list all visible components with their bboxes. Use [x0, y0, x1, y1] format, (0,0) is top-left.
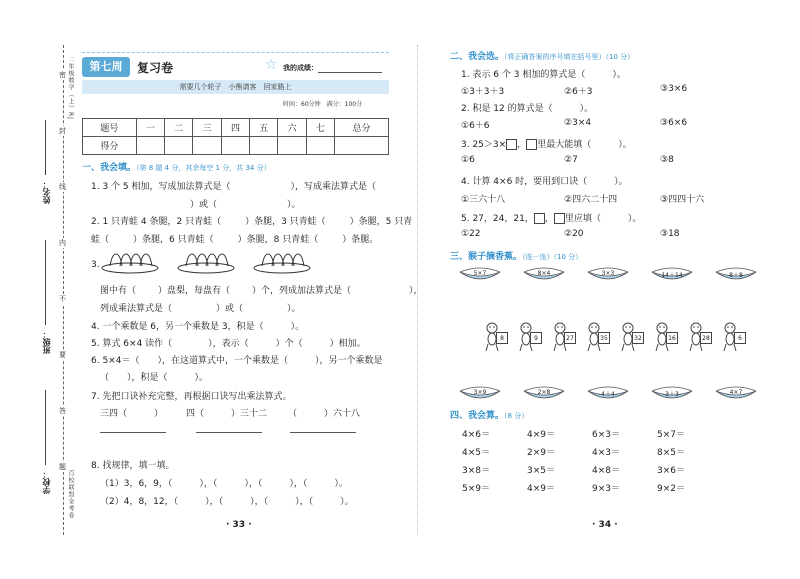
q3-text-a: 图中有（ — [100, 286, 137, 296]
school-label: 学校： — [42, 470, 51, 494]
section1-title — [82, 160, 271, 173]
banana-expression: 14＋14 — [661, 272, 683, 279]
q2-text-e: ）条腿，6 只青蛙（ — [133, 235, 214, 245]
s2-question-4: 4. 计算 4×6 时，要用到口诀（ ）。 — [461, 177, 628, 187]
s2-q5-text-b: ， — [544, 214, 554, 224]
question-8: 8. 找规律，填一填。 — [91, 461, 175, 471]
s2-q3-text-c: 里最大能填（ ）。 — [537, 140, 632, 150]
question-1-line2 — [96, 197, 301, 210]
score-header-cell: 四 — [221, 119, 249, 137]
q8-sequence-1: （1）3，6，9，（ ），（ ），（ ），（ ）。 — [100, 479, 348, 489]
score-table-header — [83, 119, 389, 137]
q3-text-d: ）， — [409, 286, 423, 296]
s2-q3-option-1: ①6 — [461, 155, 475, 165]
score-cell[interactable] — [221, 137, 249, 155]
monkey-number: 9 — [530, 332, 542, 344]
monkey-card[interactable] — [722, 322, 746, 352]
s2-q2-option-2: ②3×4 — [564, 118, 592, 128]
s2-q5-option-1: ①22 — [461, 229, 481, 239]
score-header-cell: 二 — [165, 119, 193, 137]
score-cell[interactable] — [335, 137, 389, 155]
question-6-line1: 6. 5×4＝（ ），在这道算式中，一个乘数是（ ），另一个乘数是 — [91, 356, 383, 366]
monkey-card[interactable] — [620, 322, 644, 352]
section1-note: （第 8 题 4 分，其余每空 1 分，共 34 分） — [136, 164, 271, 172]
s2-question-2: 2. 积是 12 的算式是（ ）。 — [461, 104, 594, 114]
calc-problem[interactable]: 9×2＝ — [657, 484, 685, 494]
s2-question-5 — [461, 211, 641, 224]
monkey-number: 8 — [496, 332, 508, 344]
monkey-number: 32 — [632, 332, 644, 344]
banana-expression: 8×4 — [537, 270, 551, 277]
s2-q3-option-2: ②7 — [564, 155, 578, 165]
banana-card[interactable] — [458, 385, 502, 403]
star-icon: ☆ — [265, 57, 278, 73]
question-2-line1 — [91, 214, 412, 227]
page-number-left: · 33 · — [226, 520, 252, 530]
section3-note: （连一连）（10 分） — [522, 253, 583, 261]
q1-text-b: ），写成乘法算式是（ — [290, 182, 376, 192]
s2-q1-option-3: ③3×6 — [660, 84, 688, 94]
monkey-number: 27 — [564, 332, 576, 344]
score-header-cell: 七 — [306, 119, 334, 137]
banana-card[interactable] — [650, 385, 694, 403]
q7-answer-line-3[interactable] — [290, 432, 356, 433]
section3-title — [450, 249, 582, 262]
name-blank[interactable] — [45, 120, 46, 175]
s2-q5-box-2[interactable] — [554, 213, 565, 224]
cut-mark-char: 密 — [59, 71, 66, 79]
page-title: 复习卷 — [137, 61, 174, 75]
calc-problem[interactable]: 4×9＝ — [527, 430, 555, 440]
week-badge: 第七周 — [82, 57, 130, 77]
question-4: 4. 一个乘数是 6，另一个乘数是 3，积是（ ）。 — [91, 322, 305, 332]
banana-expression: 3×3 — [601, 270, 615, 277]
pear-plate-1 — [102, 254, 158, 273]
pear-plate-3 — [254, 254, 310, 273]
cut-mark-char: 内 — [59, 239, 66, 247]
calc-problem[interactable]: 9×3＝ — [592, 484, 620, 494]
banana-expression: 4＋4 — [601, 391, 615, 398]
monkey-number: 28 — [700, 332, 712, 344]
pear-plate-2 — [178, 254, 234, 273]
s2-q4-option-3: ③四四十六 — [660, 195, 705, 205]
s2-q2-option-1: ①6＋6 — [461, 121, 490, 131]
banana-expression: 3＋3 — [665, 391, 679, 398]
section2-title-text: 二、我会选。 — [450, 52, 505, 62]
q7-item-2: 四（ ）三十二 — [186, 409, 268, 419]
pear-plates-illustration — [100, 248, 340, 276]
score-cell[interactable] — [306, 137, 334, 155]
calc-problem[interactable]: 4×5＝ — [462, 448, 490, 458]
monkey-card[interactable] — [654, 322, 678, 352]
calc-problem[interactable]: 4×8＝ — [592, 466, 620, 476]
monkey-number: 16 — [666, 332, 678, 344]
calc-problem[interactable]: 6×3＝ — [592, 430, 620, 440]
class-blank[interactable] — [45, 240, 46, 325]
s2-q3-option-3: ③8 — [660, 155, 674, 165]
q3-text-c: ）个，列成加法算式是（ — [252, 286, 352, 296]
score-row-label: 得分 — [83, 137, 137, 155]
section1-title-text: 一、我会填。 — [82, 163, 137, 173]
s2-q4-option-2: ②四六二十四 — [564, 195, 618, 205]
banana-card[interactable] — [650, 266, 694, 284]
s2-q2-option-3: ③6×6 — [660, 118, 688, 128]
time-info: 时间：60分钟 满分：100分 — [283, 101, 363, 108]
q2-text-a: 2. 1 只青蛙 4 条腿，2 只青蛙（ — [91, 217, 222, 227]
q3-text-b: ）盘梨，每盘有（ — [158, 286, 231, 296]
s2-q3-text-a: 3. 25＞3× — [461, 140, 507, 150]
score-table-row — [83, 137, 389, 155]
score-label: 我的成绩： — [283, 64, 318, 72]
q2-text-c: ）条腿，5 只青 — [349, 217, 413, 227]
section3-title-text: 三、猴子摘香蕉。 — [450, 252, 523, 262]
monkey-number: 6 — [734, 332, 746, 344]
side-brand-label: 百校联盟金考卷 — [67, 470, 74, 519]
score-header-cell: 六 — [278, 119, 306, 137]
question-3-number: 3. — [91, 260, 100, 270]
s2-q5-option-3: ③18 — [660, 229, 680, 239]
score-cell[interactable] — [193, 137, 221, 155]
score-cell[interactable] — [136, 137, 164, 155]
banana-expression: 3×9 — [473, 389, 487, 396]
q2-text-f: ）条腿，8 只青蛙（ — [237, 235, 319, 245]
name-label: 姓名： — [42, 180, 51, 204]
s2-q1-option-1: ①3＋3＋3 — [461, 87, 505, 97]
monkey-card[interactable] — [586, 322, 610, 352]
q8-sequence-2: （2）4，8，12，（ ），（ ），（ ），（ ）。 — [100, 497, 354, 507]
score-cell[interactable] — [165, 137, 193, 155]
s2-q1-option-2: ②6＋3 — [564, 87, 593, 97]
score-header-cell: 五 — [250, 119, 278, 137]
calc-problem[interactable]: 5×9＝ — [462, 484, 490, 494]
question-6-line2: （ ），积是（ ）。 — [100, 373, 209, 383]
section2-note: （将正确答案的序号填在括号里）（10 分） — [504, 53, 635, 61]
s2-q3-box-2[interactable] — [526, 139, 537, 150]
q3-text-f: ）或（ — [216, 304, 244, 314]
score-header-cell: 一 — [136, 119, 164, 137]
section4-title-text: 四、我会算。 — [450, 411, 505, 421]
q7-item-1: 三四（ ） — [100, 409, 164, 419]
theme-banner: 需要几个轮子 小熊请客 回家路上 — [82, 80, 389, 94]
q7-answer-line-2[interactable] — [196, 432, 262, 433]
monkey-number: 35 — [598, 332, 610, 344]
calc-problem[interactable]: 2×9＝ — [527, 448, 555, 458]
banana-card[interactable] — [522, 385, 566, 403]
monkey-card[interactable] — [484, 322, 508, 352]
banana-expression: 2×8 — [537, 389, 551, 396]
page-number-right: · 34 · — [592, 520, 618, 530]
banana-card[interactable] — [714, 385, 758, 403]
s2-question-3 — [461, 137, 632, 150]
question-7: 7. 先把口诀补充完整，再根据口诀写出乘法算式。 — [91, 392, 292, 402]
cut-mark-char: 不 — [59, 295, 66, 303]
banana-card[interactable] — [586, 266, 630, 284]
monkey-card[interactable] — [518, 322, 542, 352]
q3-text-e: 列成乘法算式是（ — [100, 304, 173, 314]
monkey-card[interactable] — [552, 322, 576, 352]
s2-q5-box-1[interactable] — [534, 213, 545, 224]
section4-note: （8 分） — [504, 412, 529, 420]
calc-problem[interactable]: 4×3＝ — [592, 448, 620, 458]
cut-mark-char: 答 — [59, 407, 66, 415]
cut-mark-char: 线 — [59, 183, 66, 191]
cut-mark-char: 题 — [59, 463, 66, 471]
side-series-label: 二年级数学（上）RJ — [67, 56, 74, 120]
school-blank[interactable] — [45, 390, 46, 465]
question-1-line1 — [91, 179, 376, 192]
s2-q4-option-1: ①三六十八 — [461, 195, 506, 205]
score-cell[interactable] — [278, 137, 306, 155]
section4-title — [450, 408, 528, 421]
calc-problem[interactable]: 3×5＝ — [527, 466, 555, 476]
banana-expression: 4×7 — [729, 389, 743, 396]
question-3-line1 — [100, 283, 423, 296]
s2-q5-text-a: 5. 27，24，21， — [461, 214, 534, 224]
q2-text-g: ）条腿。 — [342, 235, 379, 245]
question-2-line2 — [91, 232, 378, 245]
score-cell[interactable] — [250, 137, 278, 155]
score-header-cell: 题号 — [83, 119, 137, 137]
class-label: 班级： — [42, 330, 51, 354]
banana-card[interactable] — [458, 266, 502, 284]
score-header-cell: 总分 — [335, 119, 389, 137]
score-blank[interactable] — [318, 72, 382, 73]
monkey-card[interactable] — [688, 322, 712, 352]
s2-q3-text-b: ， — [517, 140, 527, 150]
q2-text-d: 蛙（ — [91, 235, 110, 245]
calc-problem[interactable]: 8×5＝ — [657, 448, 685, 458]
score-table — [82, 118, 389, 155]
banana-card[interactable] — [586, 385, 630, 403]
q1-text-d: ）。 — [287, 200, 301, 210]
q1-text-c: ）或（ — [190, 200, 218, 210]
question-3-line2 — [100, 301, 301, 314]
calc-problem[interactable]: 4×9＝ — [527, 484, 555, 494]
page-divider — [417, 45, 418, 535]
section2-title — [450, 49, 634, 62]
q7-answer-line-1[interactable] — [100, 432, 166, 433]
calc-problem[interactable]: 3×6＝ — [657, 466, 685, 476]
question-5: 5. 算式 6×4 读作（ ），表示（ ）个（ ）相加。 — [91, 339, 366, 349]
score-header-cell: 三 — [193, 119, 221, 137]
banana-expression: 5×7 — [473, 270, 487, 277]
banana-expression: 8＋8 — [729, 272, 743, 279]
banana-card[interactable] — [714, 266, 758, 284]
q1-text-a: 1. 3 个 5 相加，写成加法算式是（ — [91, 182, 231, 192]
s2-q5-text-c: 里应填（ ）。 — [564, 214, 642, 224]
cut-mark-char: 封 — [59, 127, 66, 135]
calc-problem[interactable]: 5×7＝ — [657, 430, 685, 440]
s2-q3-box-1[interactable] — [506, 139, 517, 150]
calc-problem[interactable]: 4×6＝ — [462, 430, 490, 440]
banana-card[interactable] — [522, 266, 566, 284]
top-rule — [82, 52, 389, 53]
q2-text-b: ）条腿，3 只青蛙（ — [245, 217, 326, 227]
s2-q5-option-2: ②20 — [564, 229, 584, 239]
cut-mark-char: 要 — [59, 351, 66, 359]
s2-question-1: 1. 表示 6 个 3 相加的算式是（ ）。 — [461, 70, 626, 80]
q7-item-3: （ ）六十八 — [288, 409, 361, 419]
calc-problem[interactable]: 3×8＝ — [462, 466, 490, 476]
q3-text-g: ）。 — [287, 304, 301, 314]
